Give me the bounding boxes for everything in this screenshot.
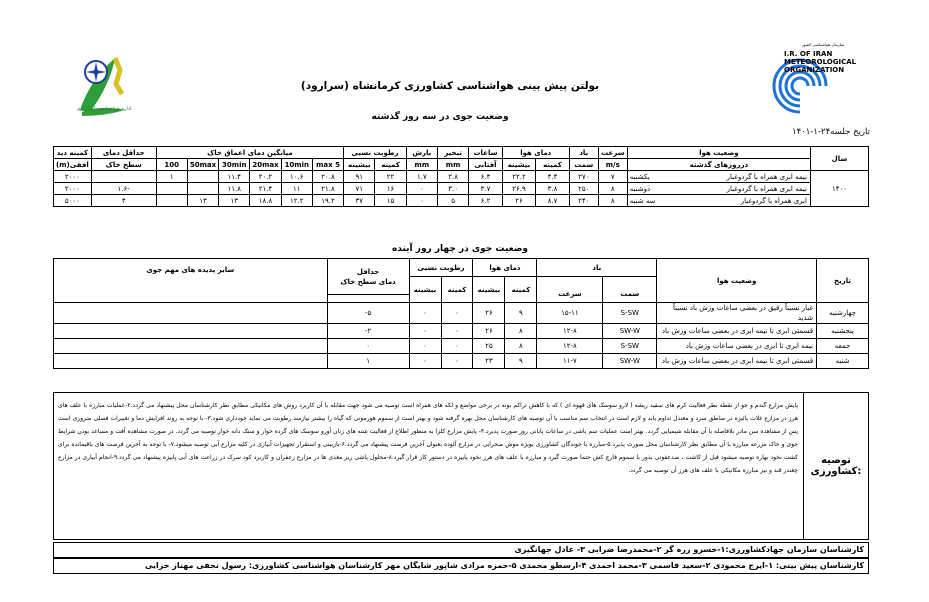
year-value: ۱۴۰۰ [810, 171, 868, 207]
direction-header: سمت [569, 159, 598, 171]
past-evap-cell: ۳.۰ [437, 183, 468, 195]
past-rhmin-cell: ۱۵ [375, 195, 406, 207]
forecast-tmax-cell: ۲۵ [473, 339, 505, 354]
forecast-speed-cell: ۱۵-۱۱ [537, 303, 603, 324]
irimo-text-line3: ORGANIZATION [784, 66, 845, 74]
past-soil50-cell [187, 183, 218, 195]
past-soil50-cell [187, 171, 218, 183]
past-soil100-cell [156, 195, 187, 207]
forecast-day-cell: جمعه [817, 339, 869, 354]
forecast-soil-cell: ۵- [327, 303, 409, 324]
past-soilmin-cell: -۱.۶ [91, 183, 156, 195]
bulletin-title: بولتن پیش بینی هواشناسی کشاورزی کرمانشاه (سرارود) [300, 80, 600, 92]
rh-max-header: بیشینه [344, 159, 375, 171]
forecast-rhmax-cell: ۰ [409, 354, 441, 369]
forecast-tmin-cell: ۸ [505, 339, 537, 354]
agri-advice-label: توصیه کشاورزی: [803, 393, 868, 539]
soil-50-header: 50max [187, 159, 218, 171]
forecast-tmin-header: کمینه [505, 277, 537, 303]
evap-header: تبخیر [437, 147, 468, 159]
past-sun-cell: ۳.۷ [469, 183, 503, 195]
past-weather-cell: ابری همراه با گردوغبار سه شنبه [627, 195, 810, 207]
past-speed-cell: ۷ [598, 171, 627, 183]
past-soil100-cell: ۱ [156, 171, 187, 183]
past-rhmax-cell: ۹۱ [344, 171, 375, 183]
visibility-header: کمینه دید [54, 147, 92, 159]
forecast-date-header: تاریخ [817, 259, 869, 303]
table-row [54, 195, 869, 207]
wind-header: باد [569, 147, 598, 159]
past-tmin-cell: ۴.۴ [536, 171, 570, 183]
table-row [54, 183, 869, 195]
past-rain-cell: ۰ [406, 183, 437, 195]
soil-10-header: 10min [281, 159, 312, 171]
forecast-dir-cell: SW-W [603, 354, 657, 369]
forecast-tmax-cell: ۲۶ [473, 303, 505, 324]
forecast-tmax-header: بیشینه [473, 277, 505, 303]
past-soil10-cell: ۱۰.۶ [281, 171, 312, 183]
forecast-weather-cell: قسمتی ابری تا نیمه ابری در بعضی ساعات وزش باد [657, 354, 817, 369]
forecast-tmax-cell: ۲۶ [473, 324, 505, 339]
year-header: سال [810, 147, 868, 171]
forecast-soil-header: حداقل دمای سطح خاک [327, 259, 409, 295]
past-tmax-cell: ۲۲.۲ [502, 171, 536, 183]
past-tmax-cell: ۲۶.۹ [502, 183, 536, 195]
past-soil5-cell: ۱۹.۲ [312, 195, 343, 207]
past-soil20-cell: ۱۸.۸ [250, 195, 281, 207]
irimo-small-text: سازمان هواشناسی کشور [801, 42, 845, 47]
past-soil10-cell: ۱۱ [281, 183, 312, 195]
past-rain-cell: ۱.۷ [406, 171, 437, 183]
forecast-dir-cell: SW-W [603, 324, 657, 339]
past-evap-cell: ۵ [437, 195, 468, 207]
table-row [54, 354, 869, 369]
evap-unit: mm [437, 159, 468, 171]
past-tmin-cell: ۳.۸ [536, 183, 570, 195]
table-row [54, 171, 869, 183]
past-tmin-cell: ۸.۷ [536, 195, 570, 207]
past-vis-cell: ۲۰۰۰ [54, 183, 92, 195]
past-weather-cell: نیمه ابری همراه با گردوغبار یکشنبه [627, 171, 810, 183]
forecast-table [53, 258, 869, 369]
past-weather-cell: نیمه ابری همراه با گردوغبار دوشنبه [627, 183, 810, 195]
past-sun-cell: ۶.۴ [469, 171, 503, 183]
forecast-rhmin-header: کمینه [441, 277, 473, 303]
weather-header: وضعیت هوا [627, 147, 810, 159]
forecast-speed-cell: ۱۲-۸ [537, 339, 603, 354]
forecast-other-cell [54, 354, 328, 369]
forecast-rhmax-cell: ۰ [409, 324, 441, 339]
rh-header: رطوبت نسبی [344, 147, 407, 159]
past-speed-cell: ۸ [598, 195, 627, 207]
speed-header: سرعت [598, 147, 627, 159]
past-conditions-title: وضعیت جوی در سه روز گذشته [371, 112, 509, 122]
irimo-text-line1: I.R. OF IRAN [784, 50, 833, 58]
forecast-dir-header: سمت [603, 277, 657, 303]
forecast-weather-cell: غبار نسبتاً رقیق در بعضی ساعات وزش باد نسبتاً شدید [657, 303, 817, 324]
soil-temp-header: میانگین دمای اعماق خاک [156, 147, 344, 159]
forecast-other-header: سایر پدیده های مهم جوی [54, 259, 328, 303]
forecast-tmax-cell: ۲۳ [473, 354, 505, 369]
forecast-tmin-cell: ۹ [505, 354, 537, 369]
forecast-speed-cell: ۱۲-۸ [537, 324, 603, 339]
agri-met-logo-text: اداره هواشناسی کشاورزی [76, 106, 132, 112]
table-row [54, 324, 869, 339]
past-vis-cell: ۲۰۰۰ [54, 171, 92, 183]
past-rhmax-cell: ۷۱ [344, 183, 375, 195]
table-row [54, 339, 869, 354]
forecast-other-cell [54, 339, 328, 354]
forecast-day-cell: چهارشنبه [817, 303, 869, 324]
forecast-wind-header: باد [537, 259, 657, 277]
temp-min-header: کمینه [536, 159, 570, 171]
past-rain-cell: ۰ [406, 195, 437, 207]
past-soil30-cell: ۱۳ [219, 195, 250, 207]
forecast-other-cell [54, 303, 328, 324]
forecast-rhmin-cell: ۰ [441, 303, 473, 324]
past-sun-cell: ۶.۲ [469, 195, 503, 207]
hours-header: ساعات [469, 147, 503, 159]
forecast-experts: کارشناسان پیش بینی: ۱-ایرج محمودی ۲-سعید قاسمی ۳-محمد احمدی ۴-ارسطو محمدی ۵-حمزه مرادی شاپور شایگان مهر کارشناسان هواشناسی کشاورزی: رسول نجفی مهناز خزایی [53, 558, 869, 574]
past-vis-cell: ۵۰۰۰ [54, 195, 92, 207]
past-soilmin-cell: ۴ [91, 195, 156, 207]
forecast-rhmin-cell: ۰ [441, 354, 473, 369]
agri-advice-box [53, 392, 869, 540]
rain-header: بارش [406, 147, 437, 159]
forecast-day-cell: شنبه [817, 354, 869, 369]
past-soil10-cell: ۱۲.۲ [281, 195, 312, 207]
forecast-soil-cell: ۰ [327, 339, 409, 354]
forecast-speed-cell: ۱۱-۷ [537, 354, 603, 369]
forecast-soil-cell: ۱ [327, 354, 409, 369]
forecast-tmin-cell: ۸ [505, 324, 537, 339]
irimo-text-line2: METEOROLOGICAL [784, 58, 857, 66]
forecast-soil-cell: ۲- [327, 324, 409, 339]
rh-min-header: کمینه [375, 159, 406, 171]
past-soil30-cell: ۱۱.۴ [219, 171, 250, 183]
forecast-temp-header: دمای هوا [473, 259, 537, 277]
past-dir-cell: ۲۷۰ [569, 171, 598, 183]
forecast-other-cell [54, 324, 328, 339]
speed-unit: m/s [598, 159, 627, 171]
forecast-day-cell: پنجشنبه [817, 324, 869, 339]
forecast-weather-cell: نیمه ابری تا ابری در بعضی ساعات وزش باد [657, 339, 817, 354]
forecast-rhmin-cell: ۰ [441, 339, 473, 354]
past-soil20-cell: ۲۱.۴ [250, 183, 281, 195]
rain-unit: mm [406, 159, 437, 171]
forecast-title: وضعیت جوی در چهار روز آینده [391, 244, 528, 254]
weather-subheader: درروزهای گذشته [627, 159, 810, 171]
forecast-weather-cell: قسمتی ابری تا نیمه ابری در بعضی ساعات وزش باد [657, 324, 817, 339]
past-soil5-cell: ۲۱.۸ [312, 183, 343, 195]
past-soilmin-cell [91, 171, 156, 183]
forecast-soil-spacer [327, 295, 409, 303]
past-rhmin-cell: ۱۶ [375, 183, 406, 195]
past-speed-cell: ۸ [598, 183, 627, 195]
past-soil20-cell: ۲۰.۲ [250, 171, 281, 183]
temp-header: دمای هوا [502, 147, 569, 159]
soil-5-header: 5 max [312, 159, 343, 171]
soil-20-header: 20max [250, 159, 281, 171]
forecast-rhmax-cell: ۰ [409, 339, 441, 354]
past-soil30-cell: ۱۱.۸ [219, 183, 250, 195]
visibility-unit: افقی(m) [54, 159, 92, 171]
past-rhmax-cell: ۳۷ [344, 195, 375, 207]
past-soil5-cell: ۲۰.۸ [312, 171, 343, 183]
past-weather-table [53, 146, 869, 207]
past-dir-cell: ۲۵۰ [569, 183, 598, 195]
past-soil100-cell [156, 183, 187, 195]
soil-30-header: 30min [219, 159, 250, 171]
forecast-rhmax-header: بیشینه [409, 277, 441, 303]
forecast-rh-header: رطوبت نسبی [409, 259, 473, 277]
forecast-rhmin-cell: ۰ [441, 324, 473, 339]
table-row [54, 303, 869, 324]
agri-jihad-experts: کارشناسان سازمان جهادکشاورزی:۱-خسرو زره گر ۲-محمدرضا ضرابی ۳- عادل جهانگیری [53, 542, 869, 558]
soil-min-header: حداقل دمای [91, 147, 156, 159]
past-tmax-cell: ۲۶ [502, 195, 536, 207]
agri-advice-text: پایش مزارع گندم و جو از نقطه نظر فعالیت کرم های سفید ریشه ( لارو سوسک های قهوه ای ) که با کاهش تراکم بوته در برخی مواضع و لکه های همراه است توصیه می شود جهت مقابله با آن کاربرد روش های مکانیکی مطابق نظر کارشناسان محل پیشنهاد می گردد.۲-عملیات مبارزه با علف های هرز در مزارع غلات پائیزه در مناطق سرد و معتدل تداوم یابد و لازم است در انتخاب سم مناسب با آن توصیه های کارشناسان محل بهره گرفته شود و بهتر است از سموم هورمونی که گیاه را بیشتر نیازمند رطوبت می نماید خودداری شود.۳- با توجه به روند افزایش دما و تغییرات فصلی ضروری است پس از مشاهده سن مادر بلافاصله با آن مقابله شیمیایی گردد. بهتر است عملیات سم پاشی در ساعات پایانی روز صورت پذیرد.۴- پایش مزارع کلزا به منظور اطلاع از فعالیت شته های زنان آورو سوسک های گرده خوار و سنک دانه خوار توصیه می گردد. در صورت مشاهده آفت و مساعد بودن شرایط جوی و خاک مزرعه مبارزه با آن مطابق نظر کارشناسان محل صورت پذیرد.۵-مبارزه با جوندگان کشاورزی بویژه موش صحرایی در مزارع آلوده بعنوان آخرین فرصت پیشنهاد می گردد.۶-بازبینی و استقرار تجهیزات آبیاری در کلیه مزارع آبی توصیه میشود.۷- با توجه به آخرین فرصت های باقیمانده برای کشت نخود بهاره توصیه میشود قبل از کاشت ، ضدعفونی بذور با سموم قارچ کش حتما صورت گیرد و مبارزه با علف های هرز نخود پاییزه در دستور کار قرار گیرد.۸-محلول پاشی ریز مغذی ها در مزارع زعفران و کاربرد کود سرک در زراعت های آبی پاییزه پیشنهاد می گردد.۹-انجام آبیاری در مزارع چغندر قند و نیز مبارزه مکانیکی با علف های هرز آن توصیه می گردد. [58, 402, 799, 474]
forecast-tmin-cell: ۹ [505, 303, 537, 324]
soil-surface-header: سطح خاک [91, 159, 156, 171]
session-date: تاریخ جلسه۲۴-۱-۱۴۰۱ [792, 127, 870, 137]
forecast-dir-cell: S-SW [603, 303, 657, 324]
past-evap-cell: ۲.۸ [437, 171, 468, 183]
past-soil50-cell: ۱۳ [187, 195, 218, 207]
temp-max-header: بیشینه [502, 159, 536, 171]
soil-100-header: 100 [156, 159, 187, 171]
forecast-rhmax-cell: ۰ [409, 303, 441, 324]
past-rhmin-cell: ۲۲ [375, 171, 406, 183]
forecast-dir-cell: S-SW [603, 339, 657, 354]
sunny-header: آفتابی [469, 159, 503, 171]
forecast-weather-header: وضعیت هوا [657, 259, 817, 303]
past-dir-cell: ۲۴۰ [569, 195, 598, 207]
forecast-speed-header: سرعت [537, 277, 603, 303]
